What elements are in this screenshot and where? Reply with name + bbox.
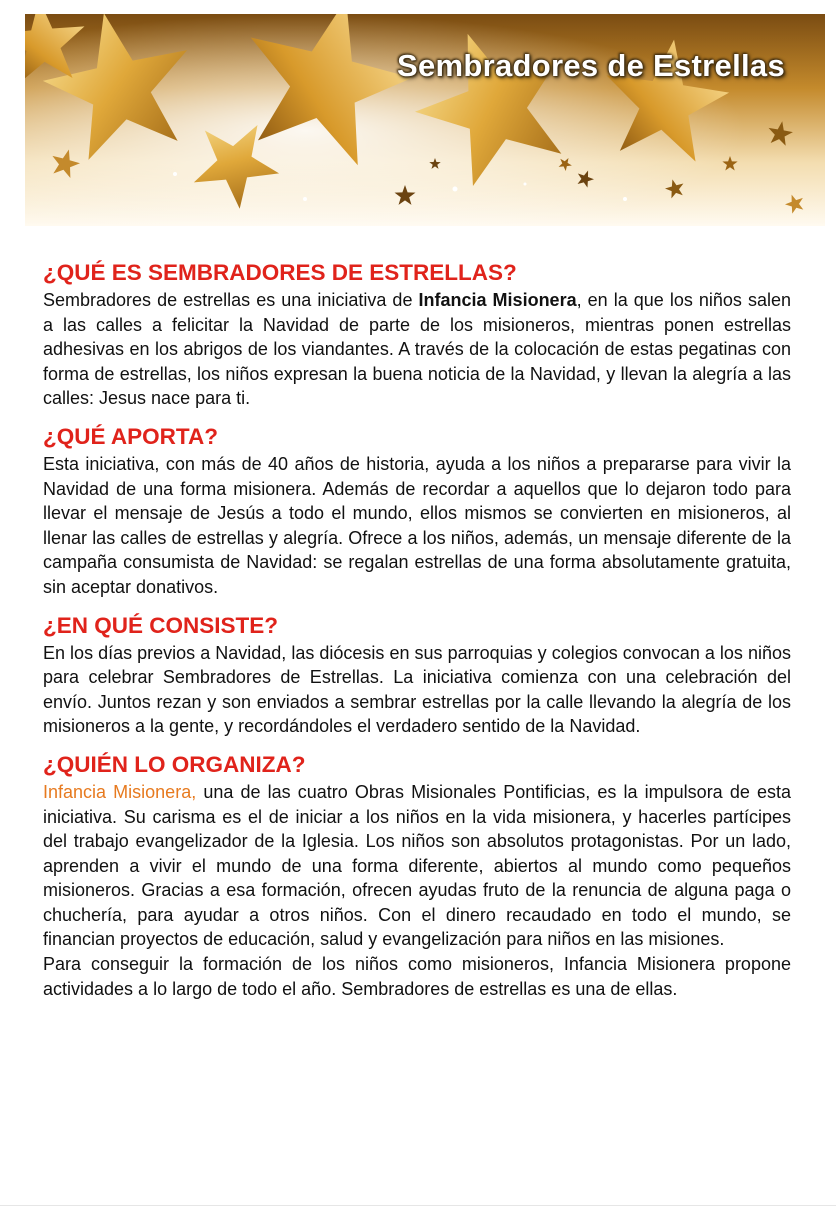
stars-background-image	[25, 14, 825, 226]
section-heading: ¿QUÉ ES SEMBRADORES DE ESTRELLAS?	[43, 260, 517, 285]
text-run: , en la que los niños salen a las calles a felicitar la Navidad de parte de los misioneros, mientras ponen estrellas adhesivas en los abrigos de los viandantes. A través de la colocación de estas pegatinas con forma de estrellas, los niños expresan la buena noticia de la Navidad, y llevan la alegría a las calles: Jesus nace para ti.	[43, 290, 791, 409]
paragraph	[43, 780, 791, 952]
bold-org-name: Infancia Misionera	[418, 290, 577, 310]
paragraph: En los días previos a Navidad, las diócesis en sus parroquias y colegios convocan a los niños para celebrar Sembradores de Estrellas. La iniciativa comienza con una celebración del envío. Juntos rezan y son enviados a sembrar estrellas por la calle llevando la alegría de los misioneros a la gente, y recordándoles el verdadero sentido de la Navidad.	[43, 642, 791, 737]
highlight-org-name: Infancia Misionera,	[43, 781, 197, 802]
text-run: Sembradores de estrellas es una iniciativa de	[43, 290, 419, 310]
section-heading: ¿QUÉ APORTA?	[43, 423, 218, 449]
section-heading: ¿QUIÉN LO ORGANIZA?	[43, 751, 306, 777]
section-que-es	[43, 258, 791, 411]
article-body	[43, 258, 791, 1001]
paragraph: Esta iniciativa, con más de 40 años de historia, ayuda a los niños a prepararse para vivir la Navidad de una forma misionera. Además de recordar a aquellos que lo dejaron todo para llevar el mensaje de Jesús a todo el mundo, ellos mismos se convierten en misioneros, al llenar las calles de estrellas y alegría. Ofrece a los niños, además, un mensaje diferente de la campaña consumista de Navidad: se regalan estrellas de una forma absolutamente gratuita, sin aceptar donativos.	[43, 453, 791, 597]
section-en-que-consiste	[43, 611, 791, 739]
paragraph: Para conseguir la formación de los niños como misioneros, Infancia Misionera propone actividades a lo largo de todo el año. Sembradores de estrellas es una de ellas.	[43, 954, 791, 999]
page-bottom-divider	[0, 1205, 836, 1206]
text-run: una de las cuatro Obras Misionales Pontificias, es la impulsora de esta iniciativa. Su carisma es el de iniciar a los niños en la vida misionera, y hacerles partícipes del trabajo evangelizador de la Iglesia. Los niños son absolutos protagonistas. Por un lado, aprenden a vivir el mundo de una forma diferente, abiertos al mundo como pequeños misioneros. Gracias a esa formación, ofrecen ayudas fruto de la renuncia de alguna paga o chuchería, para ayudar a otros niños. Con el dinero recaudado en todo el mundo, se financian proyectos de educación, salud y evangelización para niños en las misiones.	[43, 781, 791, 950]
section-que-aporta	[43, 422, 791, 600]
header-banner	[25, 14, 825, 226]
section-quien-lo-organiza	[43, 750, 791, 1001]
section-heading: ¿EN QUÉ CONSISTE?	[43, 612, 279, 638]
banner-title: Sembradores de Estrellas	[397, 48, 785, 83]
paragraph	[43, 288, 791, 411]
